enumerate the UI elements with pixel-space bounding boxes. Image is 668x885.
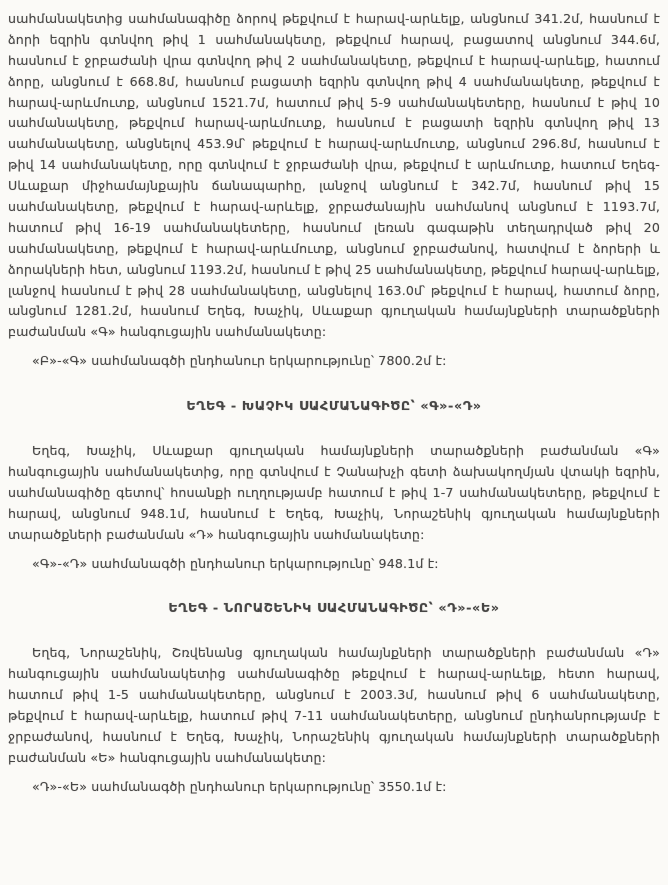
boundary-description-paragraph-b-g: սահմանակետից սահմանագիծը ձորով թեքվում է հարավ-արևելք, անցնում 341.2մ, հասնում է ձորի եզրին գտնվող թիվ 1 սահմանակետը, թեքվում հարավ, բացատով անցնում 344.6մ, հասնում է ջրբաժանի վրա գտնվող թիվ 2 սահմանակետը, թեքվում է հարավ-արևելք, հատում ձորը, անցնում է 668.8մ, հասնում բացատի եզրին գտնվող թիվ 4 սահմանակետը, թեքվում է հարավ-արևմուտք, անցնում 1521.7մ, հատում թիվ 5-9 սահմանակետերը, հասնում է թիվ 10 սահմանակետը, թեքվում հարավ-արևմուտք, հասնում է բացատի եզրին գտնվող թիվ 13 սահմանակետը, անցնելով 453.9մ՝ թեքվում է հարավ-արևմուտք, անցնում 296.8մ, հասնում է թիվ 14 սահմանակետը, որը գտնվում է ջրբաժանի վրա, թեքվում է արևմուտք, հատում Եղեգ-Սևաքար միջհամայնքային ճանապարհը, լանջով անցնում է 342.7մ, հասնում թիվ 15 սահմանակետը, թեքվում է հարավ-արևելք, ջրբաժանային սահմանով անցնում է 1193.7մ, հատում թիվ 16-19 սահմանակետերը, հասնում լեռան գագաթին տեղադրված թիվ 20 սահմանակետը, թեքվում է հարավ-արևմուտք, անցնում ջրբաժանով, հատվում է ձորերի և ձորակների հետ, անցնում 1193.2մ, հասնում է թիվ 25 սահմանակետը, թեքվում հարավ-արևելք, լանջով հասնում է թիվ 28 սահմանակետը, անցնելով 163.0մ՝ թեքվում է հարավ, հատում ձորը, անցնում 1281.2մ, հասնում Եղեգ, Խաչիկ, Սևաքար գյուղական համայնքների տարածքների բաժանման «Գ» հանգուցային սահմանակետը: xyxy=(8,11,660,340)
boundary-description-paragraph-d-e: Եղեգ, Նորաշենիկ, Շռվենանց գյուղական համայնքների տարածքների բաժանման «Դ» հանգուցային սահմանակետից սահմանագիծը թեքվում է հարավ-արևելք, հետո հարավ, հատում թիվ 1-5 սահմանակետերը, անցնում է 2003.3մ, հասնում թիվ 6 սահմանակետը, թեքվում է հարավ-արևելք, հատում թիվ 7-11 սահմանակետերը, անցնում ընդհանրությամբ է ջրբաժանով, հասնում է Եղեգ, Խաչիկ, Նորաշենիկ գյուղական համայնքների տարածքների բաժանման «Ե» հանգուցային սահմանակետը: xyxy=(8,645,660,765)
boundary-length-note-g-d: «Գ»-«Դ» սահմանագծի ընդհանուր երկարությունը՝ 948.1մ է: xyxy=(32,555,439,571)
boundary-length-note-b-g: «Բ»-«Գ» սահմանագծի ընդհանուր երկարությունը՝ 7800.2մ է: xyxy=(32,353,447,369)
boundary-length-note-d-e: «Դ»-«Ե» սահմանագծի ընդհանուր երկարությունը՝ 3550.1մ է: xyxy=(32,778,447,794)
section-heading-yegheg-norashenik: ԵՂԵԳ - ՆՈՐԱՇԵՆԻԿ ՍԱՀՄԱՆԱԳԻԾԸ՝ «Դ»-«Ե» xyxy=(168,601,500,617)
boundary-description-paragraph-g-d: Եղեգ, Խաչիկ, Սևաքար գյուղական համայնքների տարածքների բաժանման «Գ» հանգուցային սահմանակետից, որը գտնվում է Չանախչի գետի ձախակողմյան վտակի եզրին, սահմանագիծը գետով՝ հոսանքի ուղղությամբ հատում է թիվ 1-7 սահմանակետերը, թեքվում է հարավ, անցնում 948.1մ, հասնում է Եղեգ, Խաչիկ, Նորաշենիկ գյուղական համայնքների տարածքների բաժանման «Դ» հանգուցային սահմանակետը: xyxy=(8,443,660,542)
section-heading-yegheg-khachik: ԵՂԵԳ - ԽԱՉԻԿ ՍԱՀՄԱՆԱԳԻԾԸ՝ «Գ»-«Դ» xyxy=(186,399,482,415)
